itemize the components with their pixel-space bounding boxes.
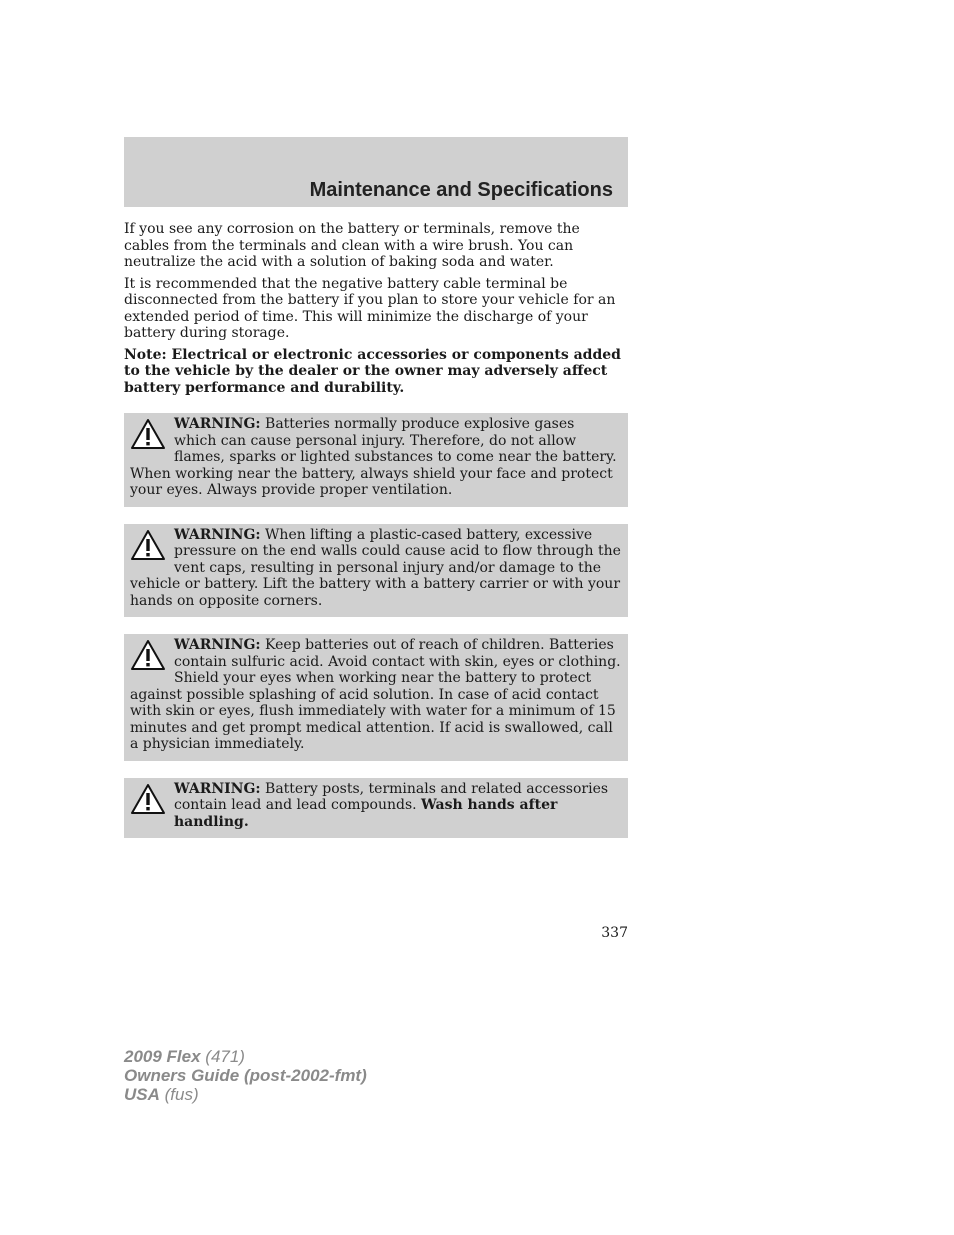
warning-triangle-icon	[130, 529, 166, 561]
footer-model: 2009 Flex	[124, 1047, 201, 1066]
footer-market: USA	[124, 1085, 160, 1104]
warning-triangle-icon	[130, 418, 166, 450]
warning-label: WARNING:	[174, 637, 261, 653]
warning-label: WARNING:	[174, 416, 261, 432]
warning-text: When lifting a plastic-cased battery, excessive pressure on the end walls could cause acid to flow through the vent caps, resulting in personal injury and/or damage to the vehicle or battery. Lift the battery with a battery carrier or with your hands on opposite corners.	[130, 526, 621, 609]
paragraph-storage: It is recommended that the negative battery cable terminal be disconnected from the battery if you plan to store your vehicle for an extended period of time. This will minimize the discharge of your battery during storage.	[124, 275, 616, 341]
warning-label: WARNING:	[174, 526, 261, 543]
warning-box	[124, 778, 628, 839]
footer-line-model	[124, 1047, 367, 1066]
warning-bold-tail: Wash hands after handling.	[174, 797, 558, 830]
warning-triangle-icon	[130, 639, 166, 671]
warning-label: WARNING:	[174, 780, 261, 797]
warning-text: Batteries normally produce explosive gases which can cause personal injury. Therefore, do not allow flames, sparks or lighted substances to come near the battery. When working near the battery, always shield your face and protect your eyes. Always provide proper ventilation.	[130, 416, 617, 498]
page-content	[124, 221, 628, 855]
page-number: 337	[601, 925, 628, 941]
footer-market-code: (fus)	[159, 1085, 199, 1104]
paragraph-corrosion: If you see any corrosion on the battery or terminals, remove the cables from the terminals and clean with a wire brush. You can neutralize the acid with a solution of baking soda and water.	[124, 221, 580, 270]
document-footer	[124, 1047, 367, 1104]
section-title: Maintenance and Specifications	[309, 179, 613, 201]
footer-line-guide	[124, 1066, 367, 1085]
section-header	[124, 137, 628, 207]
footer-guide: Owners Guide (post-2002-fmt)	[124, 1066, 367, 1085]
warning-triangle-icon	[130, 783, 166, 815]
warning-box	[124, 634, 628, 761]
footer-model-code: (471)	[200, 1047, 245, 1066]
note-accessories: Note: Electrical or electronic accessories or components added to the vehicle by the dealer or the owner may adversely affect battery performance and durability.	[124, 346, 621, 396]
warning-text: Keep batteries out of reach of children. Batteries contain sulfuric acid. Avoid contact with skin, eyes or clothing. Shield your eyes when working near the battery to protect against possible splashing of acid solution. In case of acid contact with skin or eyes, flush immediately with water for a minimum of 15 minutes and get prompt medical attention. If acid is swallowed, call a physician immediately.	[130, 637, 621, 752]
warning-box	[124, 524, 628, 618]
warning-text: Battery posts, terminals and related accessories contain lead and lead compounds.	[174, 780, 609, 813]
footer-line-market	[124, 1085, 367, 1104]
warning-box	[124, 413, 628, 507]
